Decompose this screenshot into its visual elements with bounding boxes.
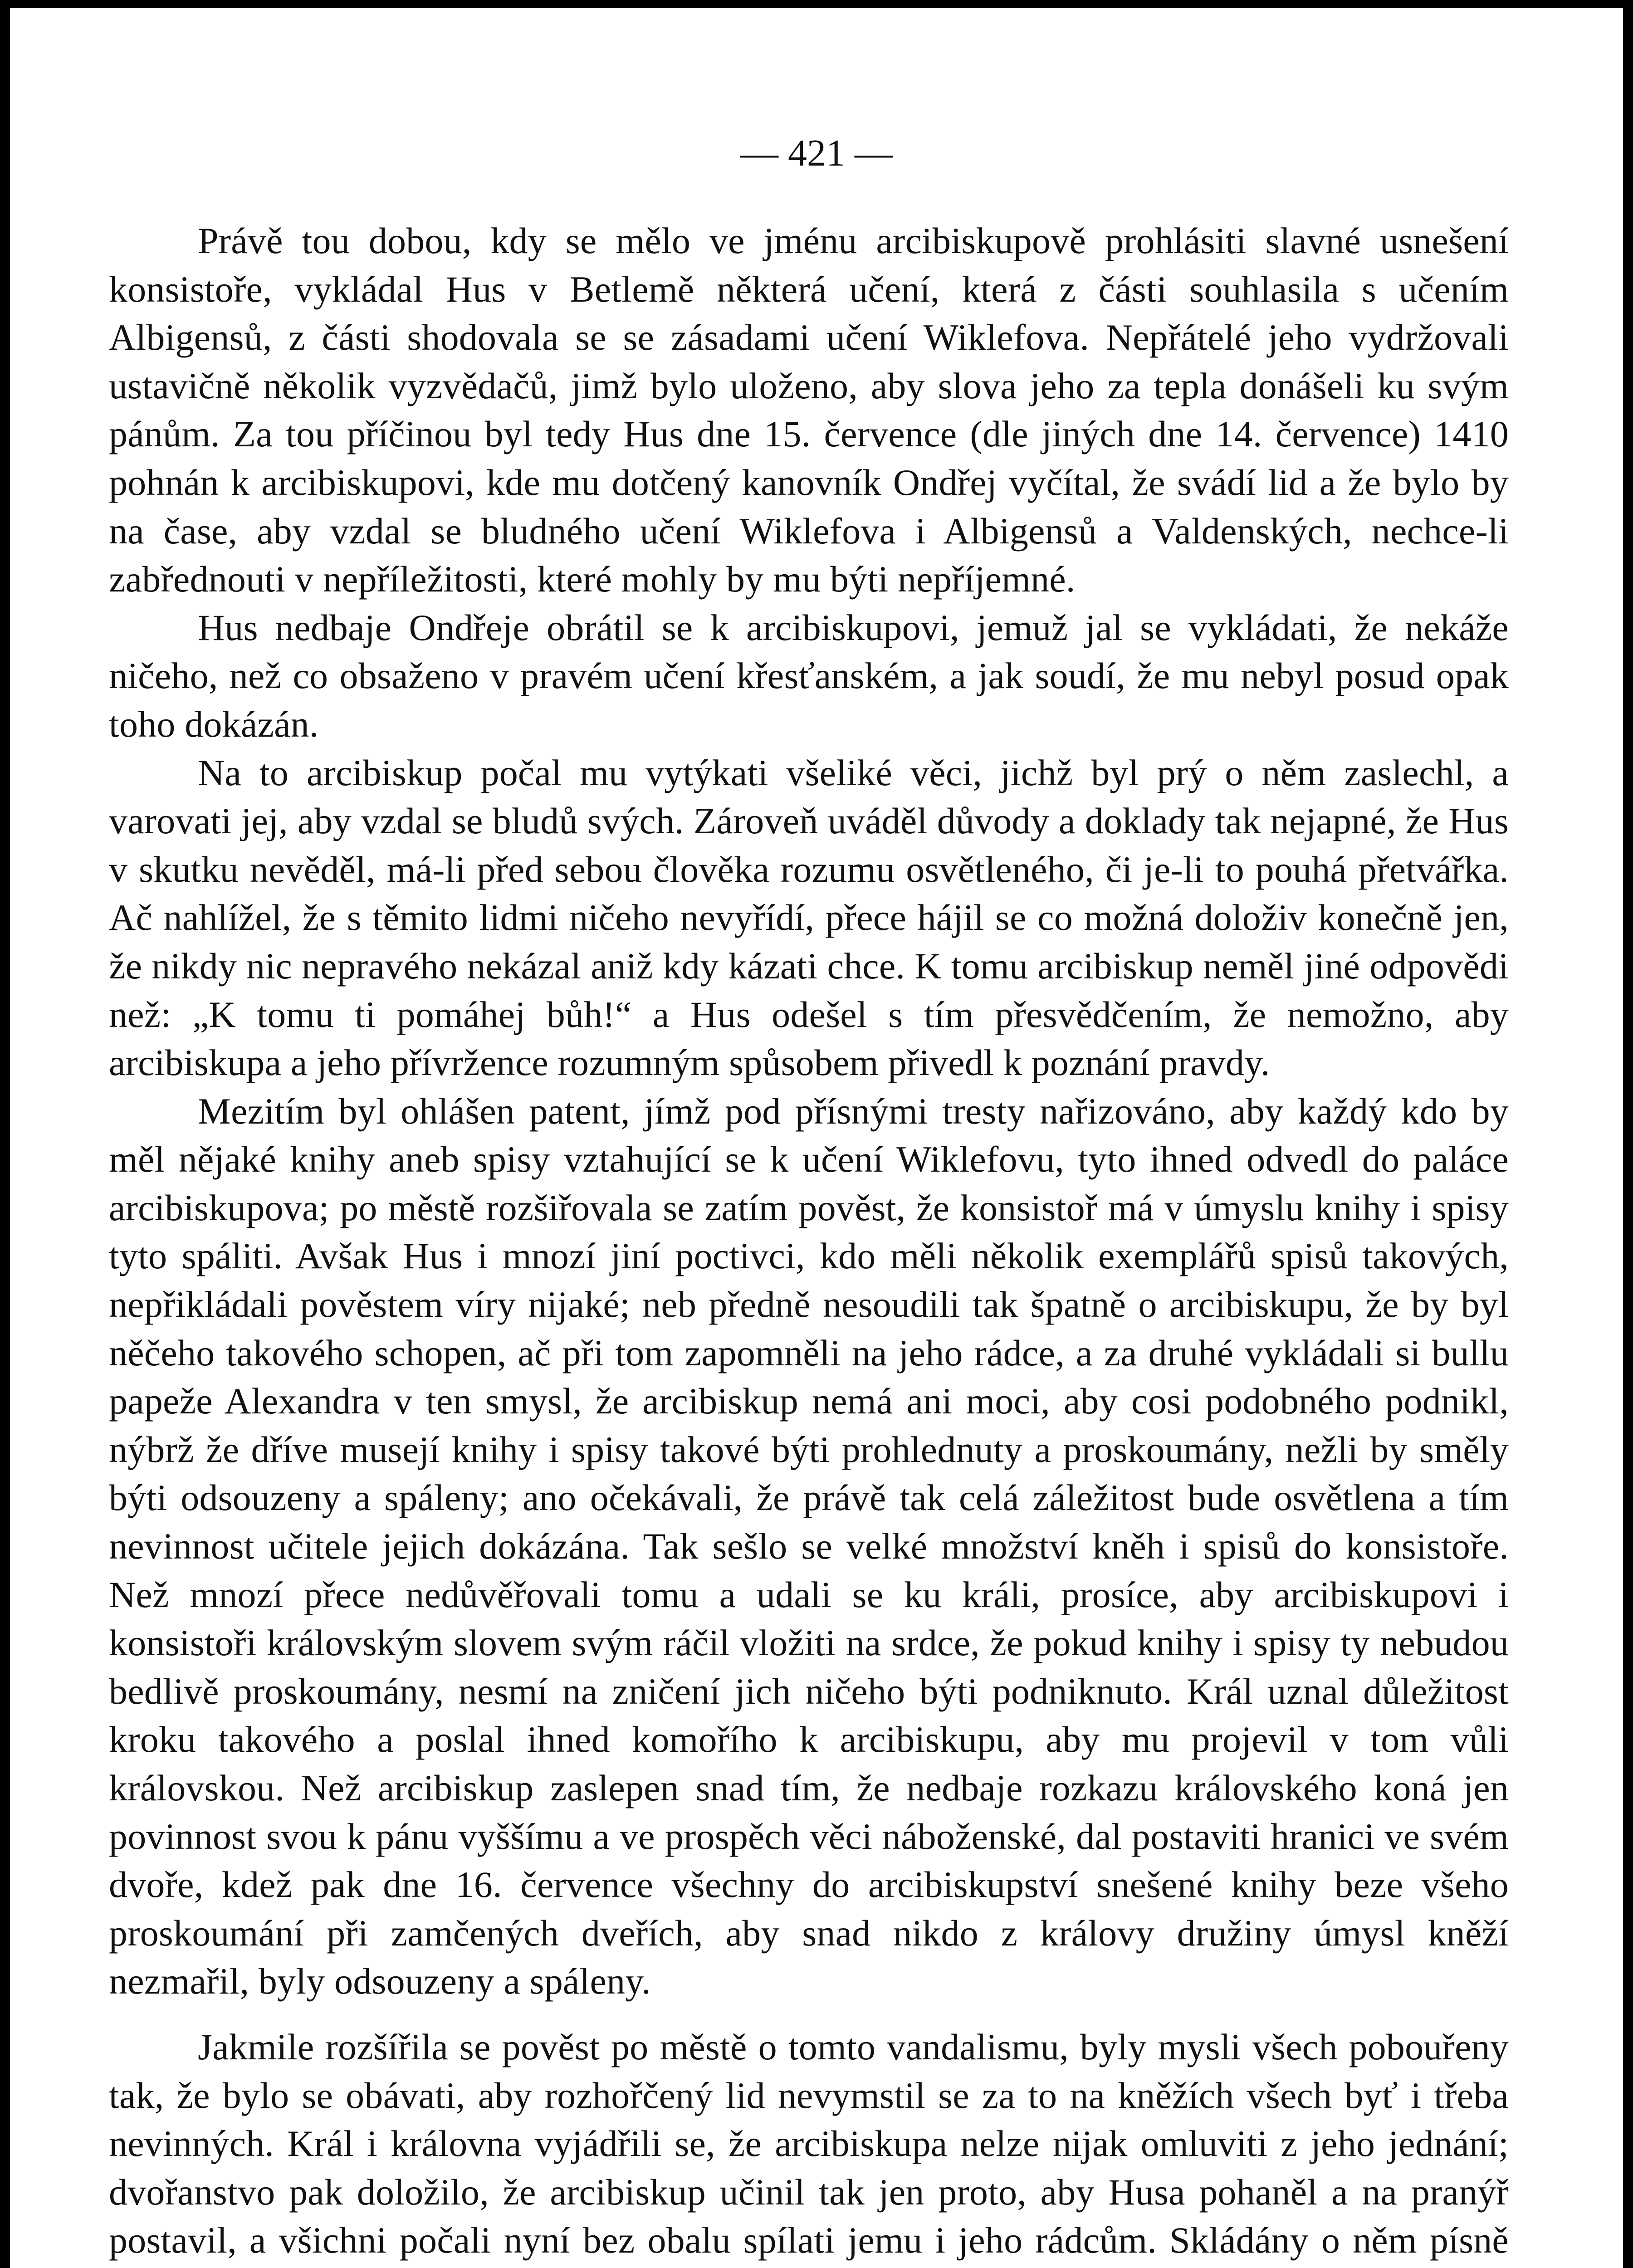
paragraph-4: Mezitím byl ohlášen patent, jímž pod přísnými tresty nařizováno, aby každý kdo by měl nějaké knihy aneb spisy vztahující se k učení Wiklefovu, tyto ihned odvedl do paláce arcibiskupova; po městě rozšiřovala se zatím pověst, že konsistoř má v úmyslu knihy i spisy tyto spáliti. Avšak Hus i mnozí jiní poctivci, kdo měli několik exemplářů spisů takových, nepřikládali pověstem víry nijaké; neb předně nesoudili tak špatně o arcibiskupu, že by byl něčeho takového schopen, ač při tom zapomněli na jeho rádce, a za druhé vykládali si bullu papeže Alexandra v ten smysl, že arcibiskup nemá ani moci, aby cosi podobného podnikl, nýbrž že dříve musejí knihy i spisy takové býti prohlednuty a proskoumány, nežli by směly býti odsouzeny a spáleny; ano očekávali, že právě tak celá záležitost bude osvětlena a tím nevinnost učitele jejich dokázána. Tak sešlo se velké množství kněh i spisů do konsistoře. Než mnozí přece nedůvěřovali tomu a udali se ku králi, prosíce, aby arcibiskupovi i konsistoři královským slovem svým ráčil vložiti na srdce, že pokud knihy i spisy ty nebudou bedlivě proskoumány, nesmí na zničení jich ničeho býti podniknuto. Král uznal důležitost kroku takového a poslal ihned komořího k arcibiskupu, aby mu projevil v tom vůli královskou. Než arcibiskup zaslepen snad tím, že nedbaje rozkazu královského koná jen povinnost svou k pánu vyššímu a ve prospěch věci náboženské, dal postaviti hranici ve svém dvoře, kdež pak dne 16. července všechny do arcibiskupství snešené knihy beze všeho proskoumání při zamčených dveřích, aby snad nikdo z královy družiny úmysl kněží nezmařil, byly odsouzeny a spáleny. xyxy=(109,1090,1509,2002)
paragraph-2: Hus nedbaje Ondřeje obrátil se k arcibiskupovi, jemuž jal se vykládati, že nekáže ničeho, než co obsaženo v pravém učení křesťanském, a jak soudí, že mu nebyl posud opak toho dokázán. xyxy=(109,606,1509,745)
paragraph-3: Na to arcibiskup počal mu vytýkati všeliké věci, jichž byl prý o něm zaslechl, a varovati jej, aby vzdal se bludů svých. Zároveň uváděl důvody a doklady tak nejapné, že Hus v skutku nevěděl, má-li před sebou člověka rozumu osvětleného, či je-li to pouhá přetvářka. Ač nahlížel, že s těmito lidmi ničeho nevyřídí, přece hájil se co možná doloživ konečně jen, že nikdy nic nepravého nekázal aniž kdy kázati chce. K tomu arcibiskup neměl jiné odpovědi než: „K tomu ti pomáhej bůh!“ a Hus odešel s tím přesvědčením, že nemožno, aby arcibiskupa a jeho přívržence rozumným spůsobem přivedl k poznání pravdy. xyxy=(109,752,1509,1084)
page-number: — 421 — xyxy=(740,132,893,174)
body-text xyxy=(109,217,1509,2268)
paragraph-1: Právě tou dobou, kdy se mělo ve jménu arcibiskupově prohlásiti slavné usnešení konsistoře, vykládal Hus v Betlemě některá učení, která z části souhlasila s učením Albigensů, z části shodovala se se zásadami učení Wiklefova. Nepřátelé jeho vydržovali ustavičně několik vyzvědačů, jimž bylo uloženo, aby slova jeho za tepla donášeli ku svým pánům. Za tou příčinou byl tedy Hus dne 15. července (dle jiných dne 14. července) 1410 pohnán k arcibiskupovi, kde mu dotčený kanovník Ondřej vyčítal, že svádí lid a že bylo by na čase, aby vzdal se bludného učení Wiklefova i Albigensů a Valdenských, nechce-li zabřednouti v nepříležitosti, které mohly by mu býti nepříjemné. xyxy=(109,220,1509,600)
scanned-page xyxy=(10,8,1623,2268)
paragraph-5: Jakmile rozšířila se pověst po městě o tomto vandalismu, byly mysli všech pobouřeny tak, že bylo se obávati, aby rozhořčený lid nevymstil se za to na kněžích všech byť i třeba nevinných. Král i královna vyjádřili se, že arcibiskupa nelze nijak omluviti z jeho jednání; dvořanstvo pak doložilo, že arcibiskup učinil tak jen proto, aby Husa pohaněl a na pranýř postavil, a všichni počali nyní bez obalu spílati jemu i jeho rádcům. Skládány o něm písně xyxy=(109,2026,1509,2261)
